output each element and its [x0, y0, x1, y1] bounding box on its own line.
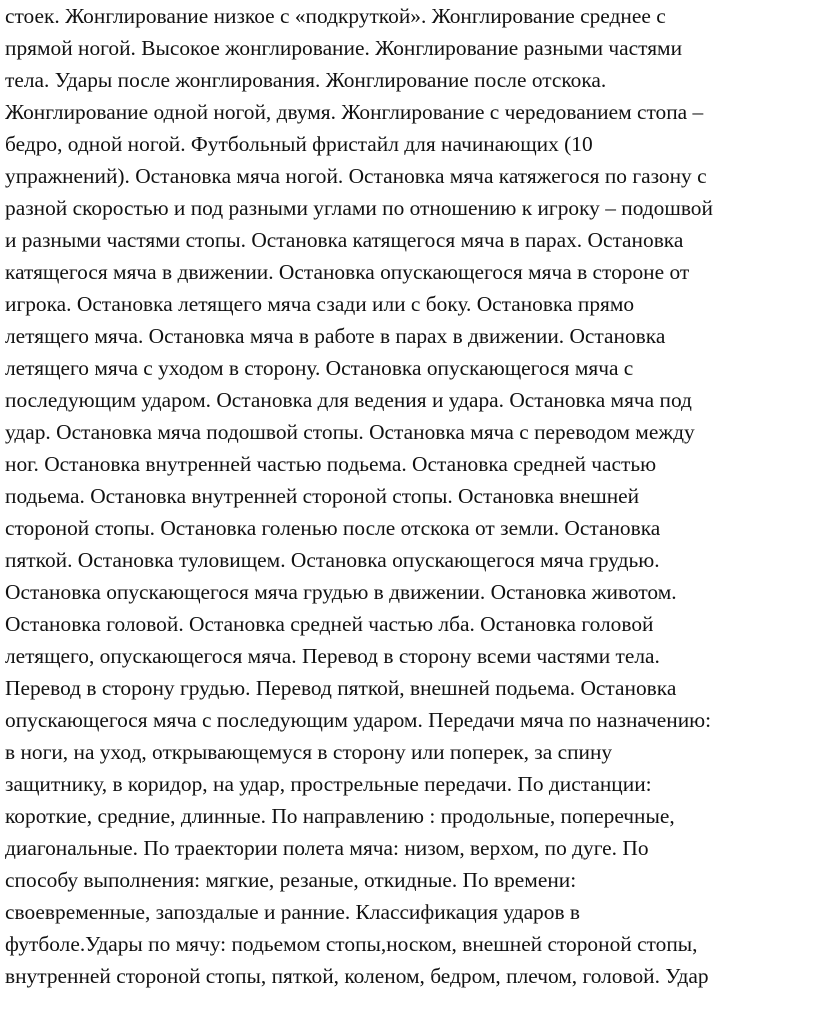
text-line: в ноги, на уход, открывающемуся в сторону или поперек, за спину — [5, 740, 613, 764]
text-line: стоек. Жонглирование низкое с «подкруткой». Жонглирование среднее с — [5, 4, 666, 28]
text-line: защитнику, в коридор, на удар, прострельные передачи. По дистанции: — [5, 772, 652, 796]
text-line: Остановка головой. Остановка средней частью лба. Остановка головой — [5, 612, 654, 636]
document-page — [5, 0, 811, 1021]
text-line: Остановка опускающегося мяча грудью в движении. Остановка животом. — [5, 580, 677, 604]
text-line: прямой ногой. Высокое жонглирование. Жонглирование разными частями — [5, 36, 683, 60]
text-line: разной скоростью и под разными углами по отношению к игроку – подошвой — [5, 196, 713, 220]
text-line: короткие, средние, длинные. По направлению : продольные, поперечные, — [5, 804, 675, 828]
text-line: бедро, одной ногой. Футбольный фристайл для начинающих (10 — [5, 132, 593, 156]
text-line: способу выполнения: мягкие, резаные, откидные. По времени: — [5, 868, 577, 892]
text-line: и разными частями стопы. Остановка катящегося мяча в парах. Остановка — [5, 228, 684, 252]
text-line: летящего мяча с уходом в сторону. Остановка опускающегося мяча с — [5, 356, 634, 380]
text-line: подьема. Остановка внутренней стороной стопы. Остановка внешней — [5, 484, 640, 508]
text-line: футболе.Удары по мячу: подьемом стопы,носком, внешней стороной стопы, — [5, 932, 698, 956]
text-line: диагональные. По траектории полета мяча: низом, верхом, по дуге. По — [5, 836, 649, 860]
text-line: упражнений). Остановка мяча ногой. Остановка мяча катяжегося по газону с — [5, 164, 707, 188]
text-line: стороной стопы. Остановка голенью после отскока от земли. Остановка — [5, 516, 661, 540]
text-line: летящего, опускающегося мяча. Перевод в сторону всеми частями тела. — [5, 644, 660, 668]
text-line: летящего мяча. Остановка мяча в работе в парах в движении. Остановка — [5, 324, 666, 348]
text-line: катящегося мяча в движении. Остановка опускающегося мяча в стороне от — [5, 260, 690, 284]
text-line: Жонглирование одной ногой, двумя. Жонглирование с чередованием стопа – — [5, 100, 704, 124]
text-line: ног. Остановка внутренней частью подьема. Остановка средней частью — [5, 452, 657, 476]
text-line: внутренней стороной стопы, пяткой, коленом, бедром, плечом, головой. Удар — [5, 964, 709, 988]
text-line: игрока. Остановка летящего мяча сзади или с боку. Остановка прямо — [5, 292, 635, 316]
text-line: последующим ударом. Остановка для ведения и удара. Остановка мяча под — [5, 388, 692, 412]
text-line: своевременные, запоздалые и ранние. Классификация ударов в — [5, 900, 580, 924]
text-line: удар. Остановка мяча подошвой стопы. Остановка мяча с переводом между — [5, 420, 695, 444]
text-line: Перевод в сторону грудью. Перевод пяткой, внешней подьема. Остановка — [5, 676, 677, 700]
text-line: пяткой. Остановка туловищем. Остановка опускающегося мяча грудью. — [5, 548, 660, 572]
text-line: тела. Удары после жонглирования. Жонглирование после отскока. — [5, 68, 607, 92]
text-line: опускающегося мяча с последующим ударом. Передачи мяча по назначению: — [5, 708, 712, 732]
